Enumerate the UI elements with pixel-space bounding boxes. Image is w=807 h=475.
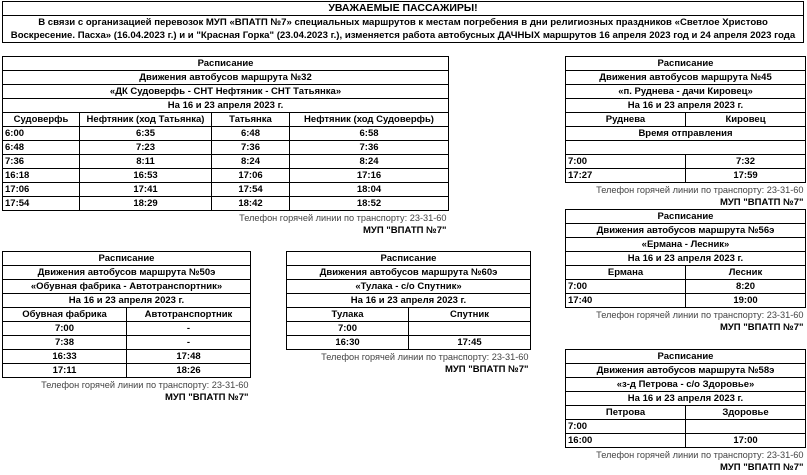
schedule-header: Расписание — [566, 350, 806, 364]
hotline-text: Телефон горячей линии по транспорту: 23-31-60 — [239, 212, 447, 223]
time-cell: 8:24 — [290, 155, 449, 169]
time-cell: 17:27 — [566, 169, 686, 183]
time-cell: 7:00 — [287, 322, 409, 336]
column-header: Спутник — [409, 308, 531, 322]
time-cell: 17:59 — [686, 169, 806, 183]
schedule-route-56 — [565, 209, 806, 334]
table-row — [3, 364, 251, 378]
organization-name: МУП "ВПАТП №7" — [719, 196, 804, 208]
table-header-row — [566, 266, 806, 280]
time-cell: 7:36 — [290, 141, 449, 155]
time-cell: 16:00 — [566, 434, 686, 448]
time-cell: 7:23 — [80, 141, 212, 155]
table-row — [3, 336, 251, 350]
column-header: Обувная фабрика — [3, 308, 127, 322]
time-cell: 7:00 — [566, 420, 686, 434]
route-title: Движения автобусов маршрута №32 — [3, 71, 449, 85]
notice-text — [3, 16, 803, 42]
table-row — [3, 141, 449, 155]
column-header: Тулака — [287, 308, 409, 322]
time-cell: 8:24 — [212, 155, 290, 169]
schedule-route-58 — [565, 349, 806, 474]
column-header: Ермана — [566, 266, 686, 280]
time-cell: - — [127, 322, 251, 336]
time-cell: 7:00 — [566, 155, 686, 169]
time-cell: - — [127, 336, 251, 350]
time-cell: 17:06 — [212, 169, 290, 183]
route-title: Движения автобусов маршрута №56э — [566, 224, 806, 238]
column-header: Нефтяник (ход Судоверфь) — [290, 113, 449, 127]
column-header: Автотранспортник — [127, 308, 251, 322]
table-row — [3, 350, 251, 364]
time-cell: 7:00 — [3, 322, 127, 336]
time-cell: 17:54 — [212, 183, 290, 197]
route-stops: «Тулака - с/о Спутник» — [287, 280, 531, 294]
table-row — [3, 155, 449, 169]
column-header: Судоверфь — [3, 113, 80, 127]
time-cell: 17:54 — [3, 197, 80, 211]
table-header-row — [287, 308, 531, 322]
route-stops: «Обувная фабрика - Автотранспортник» — [3, 280, 251, 294]
time-cell: 6:48 — [3, 141, 80, 155]
table-row — [566, 420, 806, 434]
organization-name: МУП "ВПАТП №7" — [444, 363, 529, 375]
notice-line-2: Воскресение. Пасха» (16.04.2023 г.) и и "Красная Горка" (23.04.2023 г.), изменяется работа автобусных ДАЧНЫХ маршрутов 16 апреля 2023 год и 24 апреля 2023 года — [10, 30, 796, 41]
column-header: Руднева — [566, 113, 686, 127]
hotline-text: Телефон горячей линии по транспорту: 23-31-60 — [596, 184, 804, 195]
table-header-row — [566, 406, 806, 420]
schedule-header: Расписание — [3, 57, 449, 71]
organization-name: МУП "ВПАТП №7" — [719, 321, 804, 333]
table-header-row — [3, 308, 251, 322]
route-title: Движения автобусов маршрута №60э — [287, 266, 531, 280]
table-row — [566, 280, 806, 294]
table-header-row — [566, 113, 806, 127]
time-cell: 6:48 — [212, 127, 290, 141]
column-header: Здоровье — [686, 406, 806, 420]
organization-name: МУП "ВПАТП №7" — [363, 224, 447, 236]
notice-title: УВАЖАЕМЫЕ ПАССАЖИРЫ! — [3, 2, 803, 16]
time-cell: 17:41 — [80, 183, 212, 197]
schedule-header: Расписание — [566, 57, 806, 71]
time-cell: 8:11 — [80, 155, 212, 169]
table-header-row — [3, 113, 449, 127]
route-date: На 16 и 23 апреля 2023 г. — [3, 294, 251, 308]
schedule-header: Расписание — [3, 252, 251, 266]
table-row — [3, 183, 449, 197]
table-row — [566, 294, 806, 308]
time-cell — [409, 322, 531, 336]
blank-row — [566, 141, 806, 155]
time-cell: 19:00 — [686, 294, 806, 308]
time-cell: 18:26 — [127, 364, 251, 378]
time-cell: 8:20 — [686, 280, 806, 294]
schedule-route-32 — [2, 56, 449, 237]
route-stops: «ДК Судоверфь - СНТ Нефтяник - СНТ Татьянка» — [3, 85, 449, 99]
time-cell: 7:38 — [3, 336, 127, 350]
table-row — [3, 197, 449, 211]
time-cell: 7:36 — [212, 141, 290, 155]
time-cell: 6:35 — [80, 127, 212, 141]
time-cell: 17:00 — [686, 434, 806, 448]
notice-line-1: В связи с организацией перевозок МУП «ВПАТП №7» специальных маршрутов к местам погребения в дни религиозных праздников «Светлое Христово — [38, 17, 768, 28]
table-row — [566, 169, 806, 183]
column-header: Кировец — [686, 113, 806, 127]
schedule-header: Расписание — [566, 210, 806, 224]
time-cell: 18:29 — [80, 197, 212, 211]
hotline-text: Телефон горячей линии по транспорту: 23-31-60 — [321, 351, 529, 362]
time-cell: 16:30 — [287, 336, 409, 350]
time-cell: 7:32 — [686, 155, 806, 169]
route-title: Движения автобусов маршрута №58э — [566, 364, 806, 378]
route-title: Движения автобусов маршрута №45 — [566, 71, 806, 85]
time-cell: 6:00 — [3, 127, 80, 141]
route-date: На 16 и 23 апреля 2023 г. — [566, 99, 806, 113]
route-date: На 16 и 23 апреля 2023 г. — [566, 392, 806, 406]
organization-name: МУП "ВПАТП №7" — [164, 391, 249, 403]
table-row — [3, 169, 449, 183]
notice-banner — [2, 1, 804, 43]
time-cell — [686, 420, 806, 434]
route-stops: «з-д Петрова - с/о Здоровье» — [566, 378, 806, 392]
time-cell: 17:06 — [3, 183, 80, 197]
route-title: Движения автобусов маршрута №50э — [3, 266, 251, 280]
time-cell: 18:52 — [290, 197, 449, 211]
hotline-text: Телефон горячей линии по транспорту: 23-31-60 — [596, 309, 804, 320]
hotline-text: Телефон горячей линии по транспорту: 23-31-60 — [41, 379, 249, 390]
time-cell: 16:18 — [3, 169, 80, 183]
time-cell: 18:42 — [212, 197, 290, 211]
table-row — [287, 336, 531, 350]
departure-time-header: Время отправления — [566, 127, 806, 141]
route-stops: «п. Руднева - дачи Кировец» — [566, 85, 806, 99]
organization-name: МУП "ВПАТП №7" — [719, 461, 804, 473]
column-header: Лесник — [686, 266, 806, 280]
time-cell: 7:00 — [566, 280, 686, 294]
column-header: Нефтяник (ход Татьянка) — [80, 113, 212, 127]
time-cell: 18:04 — [290, 183, 449, 197]
column-header: Петрова — [566, 406, 686, 420]
route-stops: «Ермана - Лесник» — [566, 238, 806, 252]
hotline-text: Телефон горячей линии по транспорту: 23-31-60 — [596, 449, 804, 460]
time-cell: 17:45 — [409, 336, 531, 350]
route-date: На 16 и 23 апреля 2023 г. — [287, 294, 531, 308]
schedule-route-50 — [2, 251, 251, 404]
time-cell: 17:16 — [290, 169, 449, 183]
route-date: На 16 и 23 апреля 2023 г. — [566, 252, 806, 266]
time-cell: 17:11 — [3, 364, 127, 378]
time-cell: 6:58 — [290, 127, 449, 141]
table-row — [287, 322, 531, 336]
table-row — [3, 322, 251, 336]
time-cell: 16:33 — [3, 350, 127, 364]
time-cell: 16:53 — [80, 169, 212, 183]
table-row — [3, 127, 449, 141]
schedule-route-60 — [286, 251, 531, 376]
schedule-route-45 — [565, 56, 806, 209]
time-cell: 17:48 — [127, 350, 251, 364]
route-date: На 16 и 23 апреля 2023 г. — [3, 99, 449, 113]
table-row — [566, 155, 806, 169]
schedule-header: Расписание — [287, 252, 531, 266]
column-header: Татьянка — [212, 113, 290, 127]
time-cell: 7:36 — [3, 155, 80, 169]
time-cell: 17:40 — [566, 294, 686, 308]
table-row — [566, 434, 806, 448]
